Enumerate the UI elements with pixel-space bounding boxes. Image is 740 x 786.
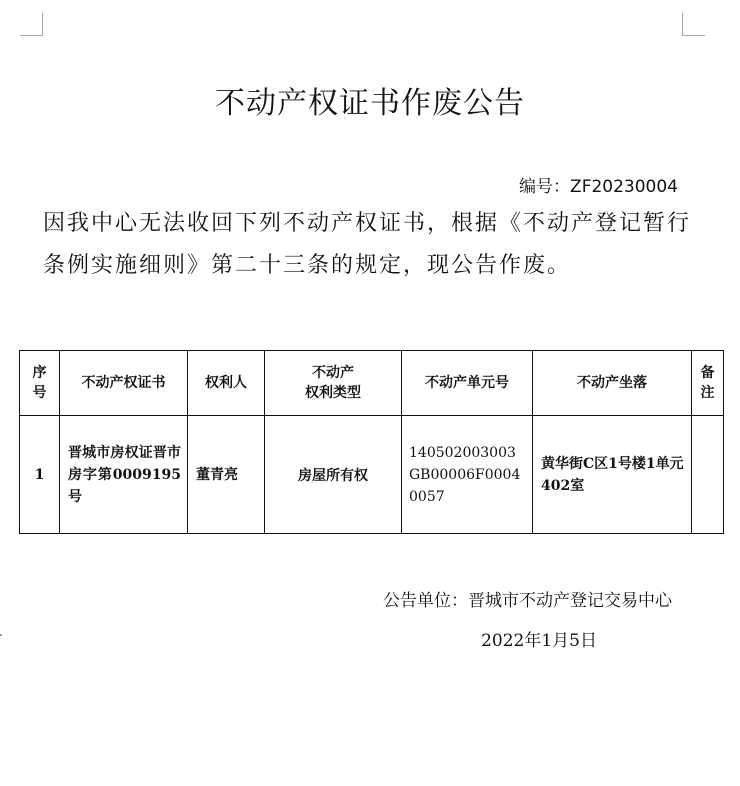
cell-certificate: 晋城市房权证晋市房字第0009195号	[60, 416, 188, 534]
header-note: 备注	[692, 351, 724, 416]
cell-location: 黄华街C区1号楼1单元402室	[533, 416, 692, 534]
cell-seq: 1	[20, 416, 60, 534]
cell-unit-number: 140502003003GB00006F00040057	[402, 416, 533, 534]
header-right-type-line1: 不动产	[312, 365, 354, 381]
page-corner-mark-top-left	[20, 13, 43, 36]
page-corner-mark-top-right	[682, 13, 705, 36]
cell-note	[692, 416, 724, 534]
margin-mark	[0, 634, 2, 636]
issue-date: 2022年1月5日	[481, 631, 597, 651]
announcement-body: 因我中心无法收回下列不动产权证书，根据《不动产登记暂行条例实施细则》第二十三条的规定，现公告作废。	[43, 211, 692, 278]
header-right-type-line2: 权利类型	[305, 385, 361, 401]
header-seq: 序号	[20, 351, 60, 416]
header-location: 不动产坐落	[533, 351, 692, 416]
table-header-row	[20, 351, 724, 416]
cell-right-type: 房屋所有权	[265, 416, 402, 534]
table-row	[20, 416, 724, 534]
cell-holder: 董青亮	[188, 416, 265, 534]
page-title: 不动产权证书作废公告	[215, 86, 525, 121]
document-number: 编号：ZF20230004	[519, 177, 678, 197]
header-certificate: 不动产权证书	[60, 351, 188, 416]
certificate-table	[19, 350, 724, 534]
header-unit-number: 不动产单元号	[402, 351, 533, 416]
issuer-line: 公告单位：晋城市不动产登记交易中心	[383, 591, 672, 611]
header-holder: 权利人	[188, 351, 265, 416]
header-right-type	[265, 351, 402, 416]
